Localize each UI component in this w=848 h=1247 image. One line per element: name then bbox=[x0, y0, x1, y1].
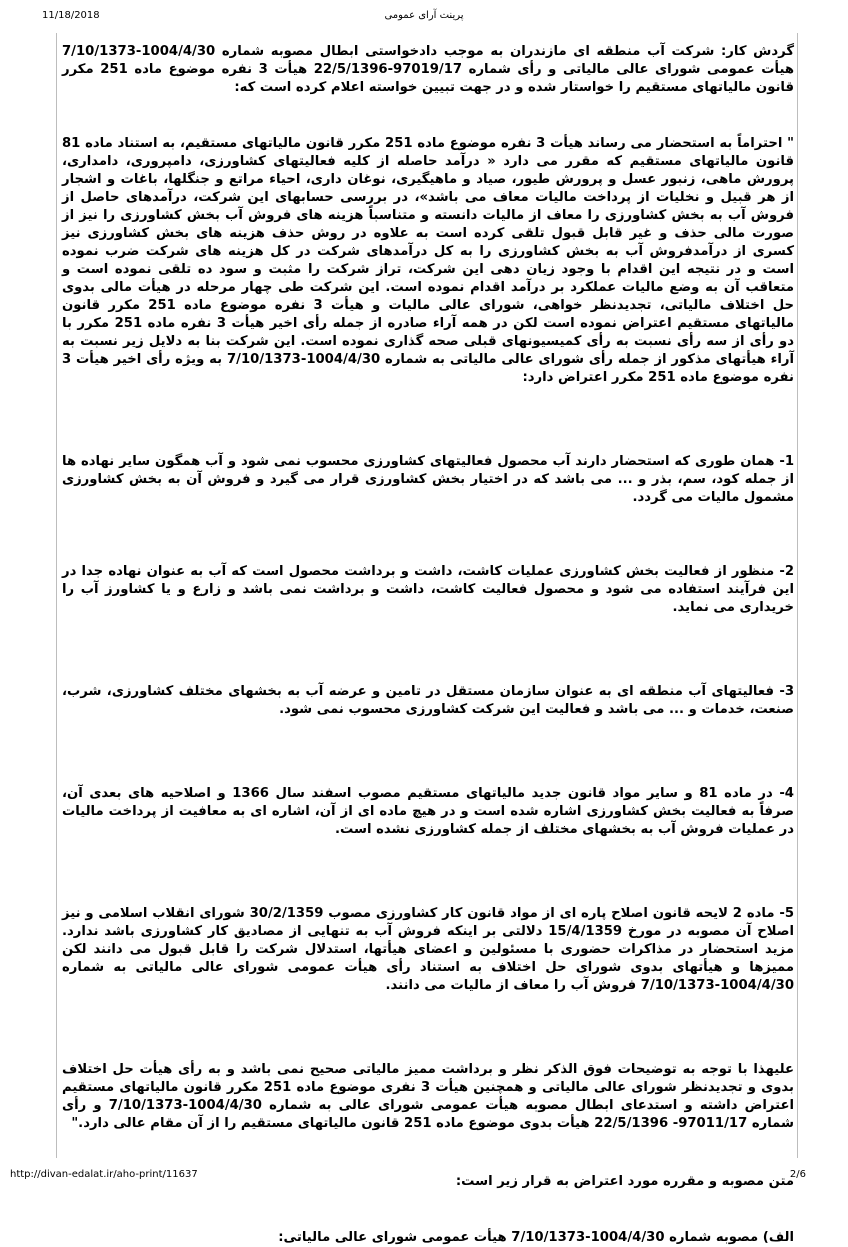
print-footer bbox=[10, 1169, 806, 1185]
print-page-title: پرینت آرای عمومی bbox=[384, 10, 464, 21]
reason-item-1: 1- همان طوری که استحضار دارند آب محصول فعالیتهای کشاورزی محسوب نمی شود و آب همگون سایر نهاده ها از جمله کود، سم، بذر و ... می باشد که در اختیار بخش کشاورزی قرار می گیرد و فروش آن به بخش کشاورزی مشمول مالیات می گردد. bbox=[62, 454, 794, 505]
procedure-paragraph: گردش کار: شرکت آب منطقه ای مازندران به موجب دادخواستی ابطال مصوبه شماره 1004/4/30-7/10/1373 هیأت عمومی شورای عالی مالیاتی و رأی شماره 97019/17-22/5/1396 هیأت 3 نفره موضوع ماده 251 مکرر قانون مالیاتهای مستقیم را خواستار شده و در جهت تبیین خواسته اعلام کرده است که: bbox=[62, 44, 794, 95]
print-url: http://divan-edalat.ir/aho-print/11637 bbox=[10, 1169, 198, 1180]
print-header bbox=[42, 10, 806, 26]
conclusion-paragraph: علیهذا با توجه به توضیحات فوق الذکر نظر و برداشت ممیز مالیاتی صحیح نمی باشد و به رأی هیأت حل اختلاف بدوی و تجدیدنظر شورای عالی مالیاتی و همچنین هیأت 3 نفری موضوع ماده 251 مکرر قانون مالیاتهای مستقیم اعتراض داشته و استدعای ابطال مصوبه هیأت عمومی شورای عالی به شماره 1004/4/30-7/10/1373 و رأی شماره 97011/17- 22/5/1396 هیأت بدوی موضوع ماده 251 قانون مالیاتهای مستقیم را از آن مقام عالی دارد." bbox=[62, 1062, 795, 1131]
resolution-heading: الف) مصوبه شماره 1004/4/30-7/10/1373 هیأت عمومی شورای عالی مالیاتی: bbox=[278, 1230, 794, 1245]
petition-paragraph: " احتراماً به استحضار می رساند هیأت 3 نفره موضوع ماده 251 مکرر قانون مالیاتهای مستقیم، به استناد ماده 81 قانون مالیاتهای مستقیم که مقرر می دارد « درآمد حاصله از کلیه فعالیتهای کشاورزی، دامپروری، دامداری، پرورش ماهی، زنبور عسل و پرورش طیور، صیاد و ماهیگیری، نوغان داری، احیاء مراتع و جنگلها، باغات و اشجار از هر قبیل و نخلیات از پرداخت مالیات معاف می باشد»، در بررسی حسابهای این شرکت، درآمدهای حاصل از فروش آب به بخش کشاورزی را معاف از مالیات دانسته و متناسباً هزینه های فروش آب بخش کشاورزی را نیز از صورت مالی حذف و غیر قابل قبول تلقی کرده است به علاوه در روش حذف هزینه های بخش کشاورزی نیز کسری از درآمدفروش آب به بخش کشاورزی را به کل درآمدهای شرکت در کل هزینه های شرکت ضرب نموده است و در نتیجه این اقدام با وجود زیان دهی این شرکت، تراز شرکت را مثبت و سود ده تلقی نموده است و متعاقب آن به وضع مالیات عملکرد بر درآمد اقدام نموده است. این شرکت طی چهار مرحله در هیأت مالی بدوی حل اختلاف مالیاتی، تجدیدنظر خواهی، شورای عالی مالیات و هیأت 3 نفره موضوع ماده 251 مکرر قانون مالیاتهای مستقیم اعتراض نموده است لکن در همه آراء صادره از جمله رأی اخیر هیأت 3 نفره ماده 251 مکرر با دو رأی از سه رأی نسبت به رأی کمیسیونهای قبلی صحه گذاری نموده است. این شرکت بنا به دلایل زیر نسبت به آراء هیأتهای مذکور از جمله رأی شورای عالی مالیاتی به شماره 1004/4/30-7/10/1373 به ویژه رأی اخیر هیأت 3 نفره موضوع ماده 251 مکرر اعتراض دارد: bbox=[62, 136, 795, 385]
document-body bbox=[62, 33, 794, 1247]
reason-item-5: 5- ماده 2 لایحه قانون اصلاح پاره ای از مواد قانون کار کشاورزی مصوب 30/2/1359 شورای انقلاب اسلامی و نیز اصلاح آن مصوبه در مورخ 15/4/1359 دلالتی بر اینکه فروش آب به تنهایی از مصادیق کار کشاورزی باشد ندارد. مزید استحضار در مذاکرات حضوری با مسئولین و اعضای هیأتها، استدلال شرکت را قابل قبول می دانند لکن ممیزها و هیأتهای بدوی شورای حل اختلاف به استناد رأی هیأت عمومی شورای عالی مالیاتی به شماره 1004/4/30-7/10/1373 فروش آب را معاف از مالیات می دانند. bbox=[62, 906, 794, 993]
page-number: 2/6 bbox=[789, 1169, 806, 1180]
contested-text-heading: متن مصوبه و مقرره مورد اعتراض به قرار زیر است: bbox=[455, 1174, 794, 1189]
reason-item-3: 3- فعالیتهای آب منطقه ای به عنوان سازمان مستقل در تامین و عرضه آب به بخشهای مختلف کشاورزی، شرب، صنعت، خدمات و ... می باشد و فعالیت این شرکت کشاورزی محسوب نمی شود. bbox=[62, 684, 794, 717]
print-date: 11/18/2018 bbox=[42, 10, 100, 21]
reason-item-2: 2- منظور از فعالیت بخش کشاورزی عملیات کاشت، داشت و برداشت محصول است که آب به عنوان نهاده جدا در این فرآیند استفاده می شود و محصول فعالیت کاشت، داشت و برداشت نمی باشد و زارع و یا کشاورز آب را خریداری می نماید. bbox=[62, 564, 794, 615]
reason-item-4: 4- در ماده 81 و سایر مواد قانون جدید مالیاتهای مستقیم مصوب اسفند سال 1366 و اصلاحیه های بعدی آن، صرفاً به فعالیت بخش کشاورزی اشاره شده است و در هیچ ماده ای از آن، اشاره ای به معافیت از پرداخت مالیات در عملیات فروش آب به بخشهای مختلف از جمله کشاورزی نشده است. bbox=[62, 786, 794, 837]
